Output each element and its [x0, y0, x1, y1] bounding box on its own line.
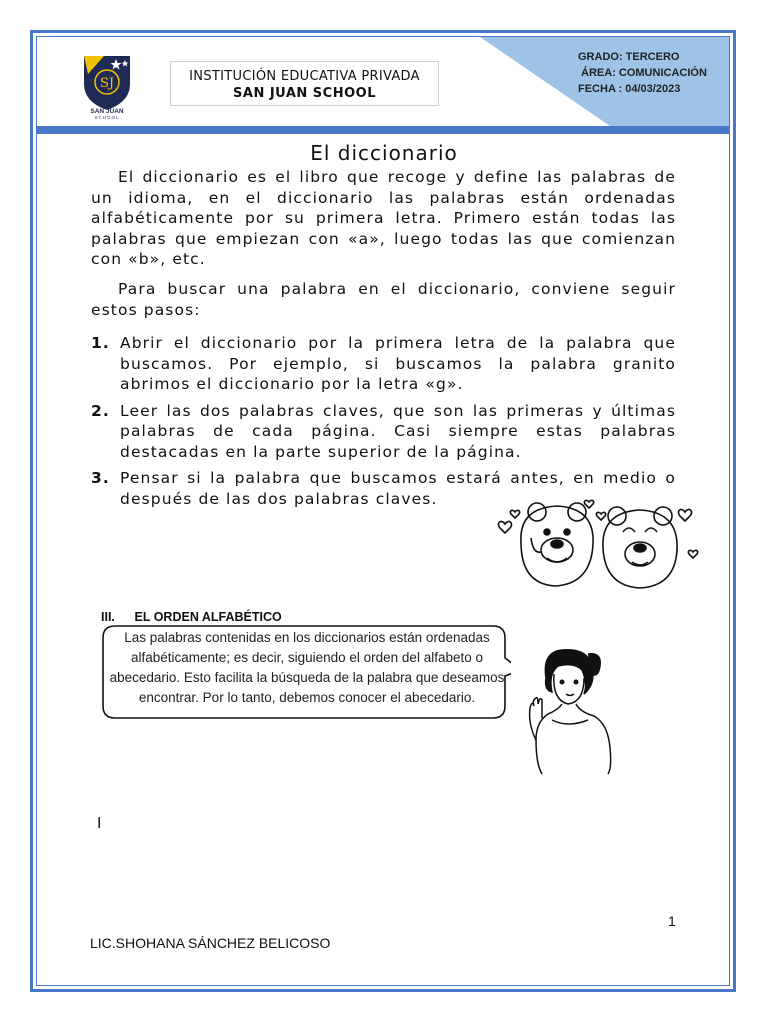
section-heading: [101, 610, 282, 624]
header-info: [578, 49, 707, 97]
step-text: Abrir el diccionario por la primera letra de la palabra que buscamos. Por ejemplo, si buscamos la palabra granito abrimos el diccionario por la letra «g».: [120, 334, 676, 393]
girl-waving-icon: [522, 644, 618, 776]
institution-name: SAN JUAN SCHOOL: [233, 86, 376, 101]
svg-text:SCHOOL: SCHOOL: [94, 115, 120, 120]
step-text: Pensar si la palabra que buscamos estará antes, en medio o después de las dos palabras claves.: [120, 469, 676, 508]
list-item: [91, 333, 676, 395]
steps-intro-paragraph: Para buscar una palabra en el diccionario, conviene seguir estos pasos:: [91, 280, 676, 319]
school-shield-logo: [78, 50, 136, 120]
intro-paragraph: El diccionario es el libro que recoge y define las palabras de un idioma, en el diccionario las palabras están ordenadas alfabéticamente por su primera letra. Primero están todas las palabras que empiezan con «a», luego todas las que comienzan con «b», etc.: [91, 168, 676, 268]
institution-box: [170, 61, 439, 106]
fecha-label: FECHA : 04/03/2023: [578, 83, 681, 95]
steps-list: [91, 333, 676, 515]
step-number: 3.: [91, 469, 110, 487]
svg-text:SJ: SJ: [99, 76, 115, 91]
two-bears-with-hearts-icon: [495, 494, 705, 590]
speech-bubble-text: Las palabras contenidas en los diccionarios están ordenadas alfabéticamente; es decir, siguiendo el orden del alfabeto o abecedario. Esto facilita la búsqueda de la palabra que deseamos encontrar. Por lo tanto, debemos conocer el abecedario.: [109, 630, 505, 705]
stray-mark: I: [97, 814, 102, 832]
section-title: EL ORDEN ALFABÉTICO: [134, 610, 282, 624]
area-label: ÁREA: COMUNICACIÓN: [581, 67, 707, 79]
section-number: III.: [101, 610, 115, 624]
page-title: El diccionario: [310, 141, 458, 165]
institution-type: INSTITUCIÓN EDUCATIVA PRIVADA: [189, 69, 420, 84]
grado-label: GRADO: TERCERO: [578, 51, 680, 63]
step-number: 2.: [91, 401, 110, 420]
step-number: 1.: [91, 334, 110, 352]
svg-text:SAN JUAN: SAN JUAN: [90, 108, 124, 115]
page-number: 1: [668, 913, 676, 929]
list-item: [91, 401, 676, 463]
footer-author: LIC.SHOHANA SÁNCHEZ BELICOSO: [90, 935, 331, 951]
header-divider-bar: [36, 126, 730, 134]
step-text: Leer las dos palabras claves, que son las primeras y últimas palabras de cada página. Casi siempre estas palabras destacadas en la parte superior de la página.: [120, 401, 676, 461]
